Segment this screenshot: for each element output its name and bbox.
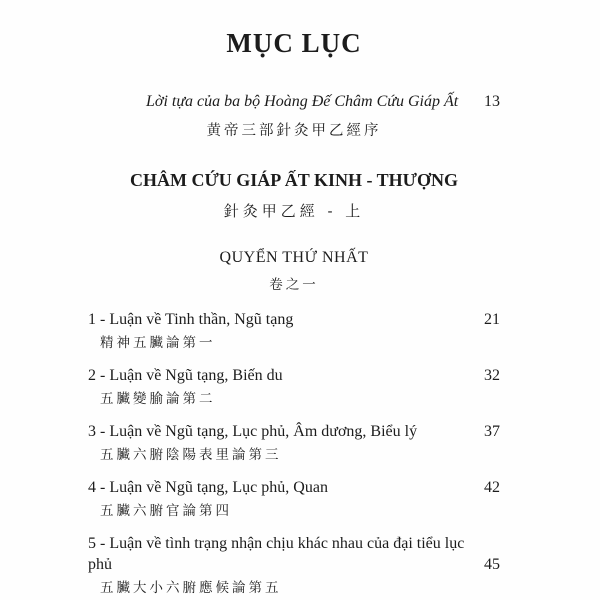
toc-entry [88,365,500,408]
toc-entry [88,309,500,352]
entry-title-viet: 5 - Luận về tình trạng nhận chịu khác nhau của đại tiểu lục phủ [88,535,465,573]
entry-page-number: 45 [484,556,500,573]
toc-entries [88,309,500,597]
entry-title-viet: 1 - Luận về Tinh thần, Ngũ tạng [88,311,294,328]
entry-page-number: 32 [484,367,500,384]
entry-title-han: 精神五臟論第一 [100,335,216,351]
entry-page-number: 42 [484,479,500,496]
toc-entry [88,421,500,464]
entry-title-viet: 4 - Luận về Ngũ tạng, Lục phủ, Quan [88,479,328,496]
entry-title-han: 五臟變腧論第二 [100,391,216,407]
entry-row [88,477,500,498]
volume-title-viet: QUYỂN THỨ NHẤT [219,249,369,266]
entry-title-han: 五臟大小六腑應候論第五 [100,580,282,596]
entry-title-han: 五臟六腑陰陽表里論第三 [100,447,282,463]
entry-page-number: 37 [484,423,500,440]
toc-entry [88,477,500,520]
entry-row [88,421,500,442]
preface-page-number: 13 [484,93,500,110]
entry-row [88,533,500,575]
section-title-viet: CHÂM CỨU GIÁP ẤT KINH - THƯỢNG [129,170,458,190]
section-title-han: 針灸甲乙經 - 上 [223,202,365,220]
entry-title-viet: 3 - Luận về Ngũ tạng, Lục phủ, Âm dương, Biểu lý [88,423,418,440]
entry-page-number: 21 [484,311,500,328]
page-title: MỤC LỤC [226,28,362,58]
preface-title-viet: Lời tựa của ba bộ Hoàng Đế Châm Cứu Giáp Ất [146,93,459,110]
entry-row [88,309,500,330]
entry-title-viet: 2 - Luận về Ngũ tạng, Biến du [88,367,283,384]
volume-title-han: 卷之一 [269,277,319,293]
preface-title-han: 黄帝三部針灸甲乙經序 [206,123,382,139]
entry-row [88,365,500,386]
preface-entry [88,91,500,112]
entry-title-han: 五臟六腑官論第四 [100,503,232,519]
toc-entry [88,533,500,597]
